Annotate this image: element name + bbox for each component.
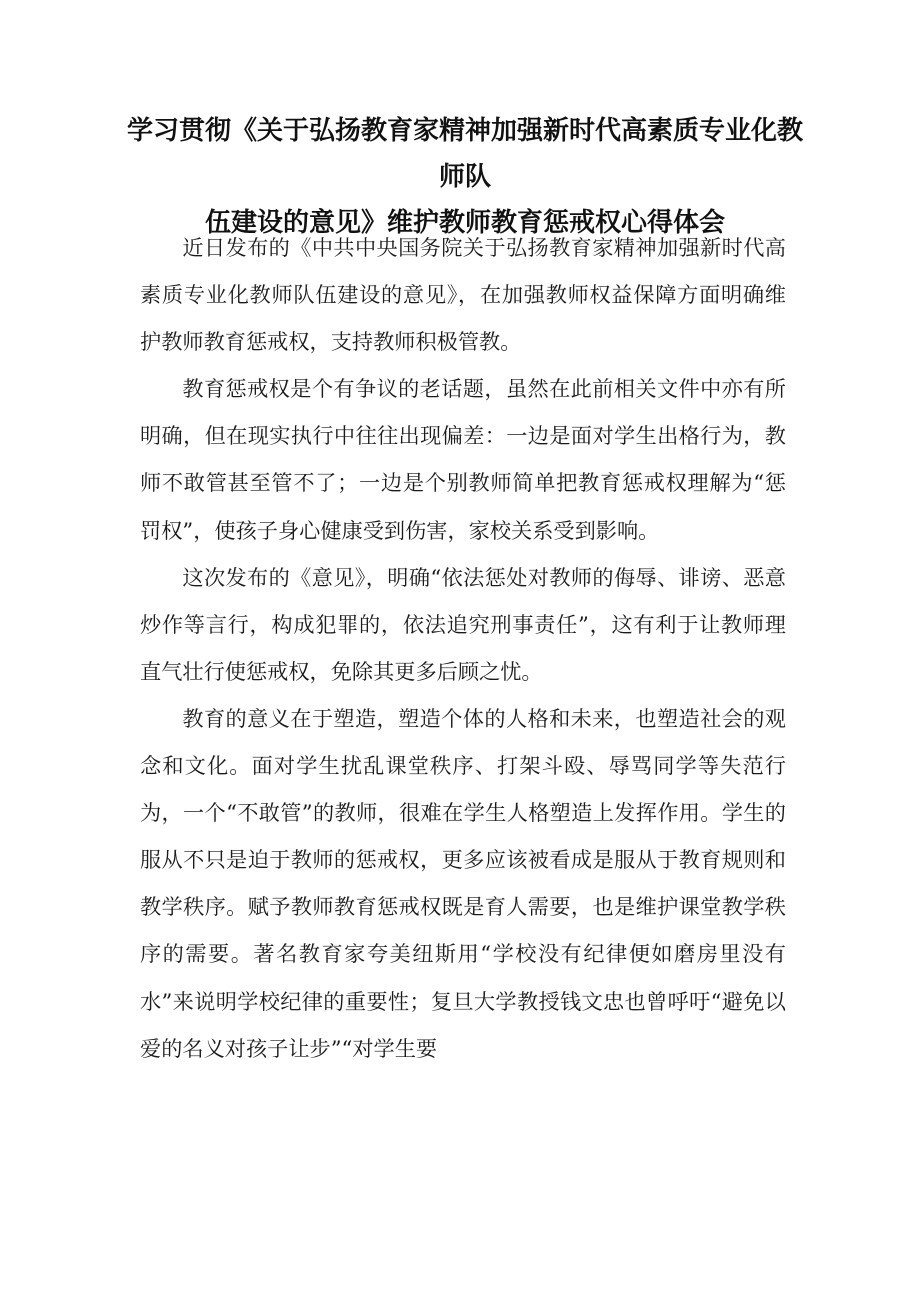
paragraph: 近日发布的《中共中央国务院关于弘扬教育家精神加强新时代高素质专业化教师队伍建设的意见》，在加强教师权益保障方面明确维护教师教育惩戒权，支持教师积极管教。 (140, 235, 786, 355)
paragraph: 这次发布的《意见》，明确“依法惩处对教师的侮辱、诽谤、恶意炒作等言行，构成犯罪的，依法追究刑事责任”，这有利于让教师理直气壮行使惩戒权，免除其更多后顾之忧。 (140, 564, 786, 684)
paragraph: 教育惩戒权是个有争议的老话题，虽然在此前相关文件中亦有所明确，但在现实执行中往往出现偏差：一边是面对学生出格行为，教师不敢管甚至管不了；一边是个别教师简单把教育惩戒权理解为“惩罚权”，使孩子身心健康受到伤害，家校关系受到影响。 (140, 376, 786, 543)
title-line-2: 伍建设的意见》维护教师教育惩戒权心得体会 (204, 208, 725, 238)
title-line-1: 学习贯彻《关于弘扬教育家精神加强新时代高素质专业化教师队 (126, 116, 803, 192)
document-body (140, 224, 786, 1072)
paragraph: 教育的意义在于塑造，塑造个体的人格和未来，也塑造社会的观念和文化。面对学生扰乱课堂秩序、打架斗殴、辱骂同学等失范行为，一个“不敢管”的教师，很难在学生人格塑造上发挥作用。学生的服从不只是迫于教师的惩戒权，更多应该被看成是服从于教育规则和教学秩序。赋予教师教育惩戒权既是育人需要，也是维护课堂教学秩序的需要。著名教育家夸美纽斯用“学校没有纪律便如磨房里没有水”来说明学校纪律的重要性；复旦大学教授钱文忠也曾呼吁“避免以爱的名义对孩子让步”“对学生要 (140, 705, 786, 1061)
